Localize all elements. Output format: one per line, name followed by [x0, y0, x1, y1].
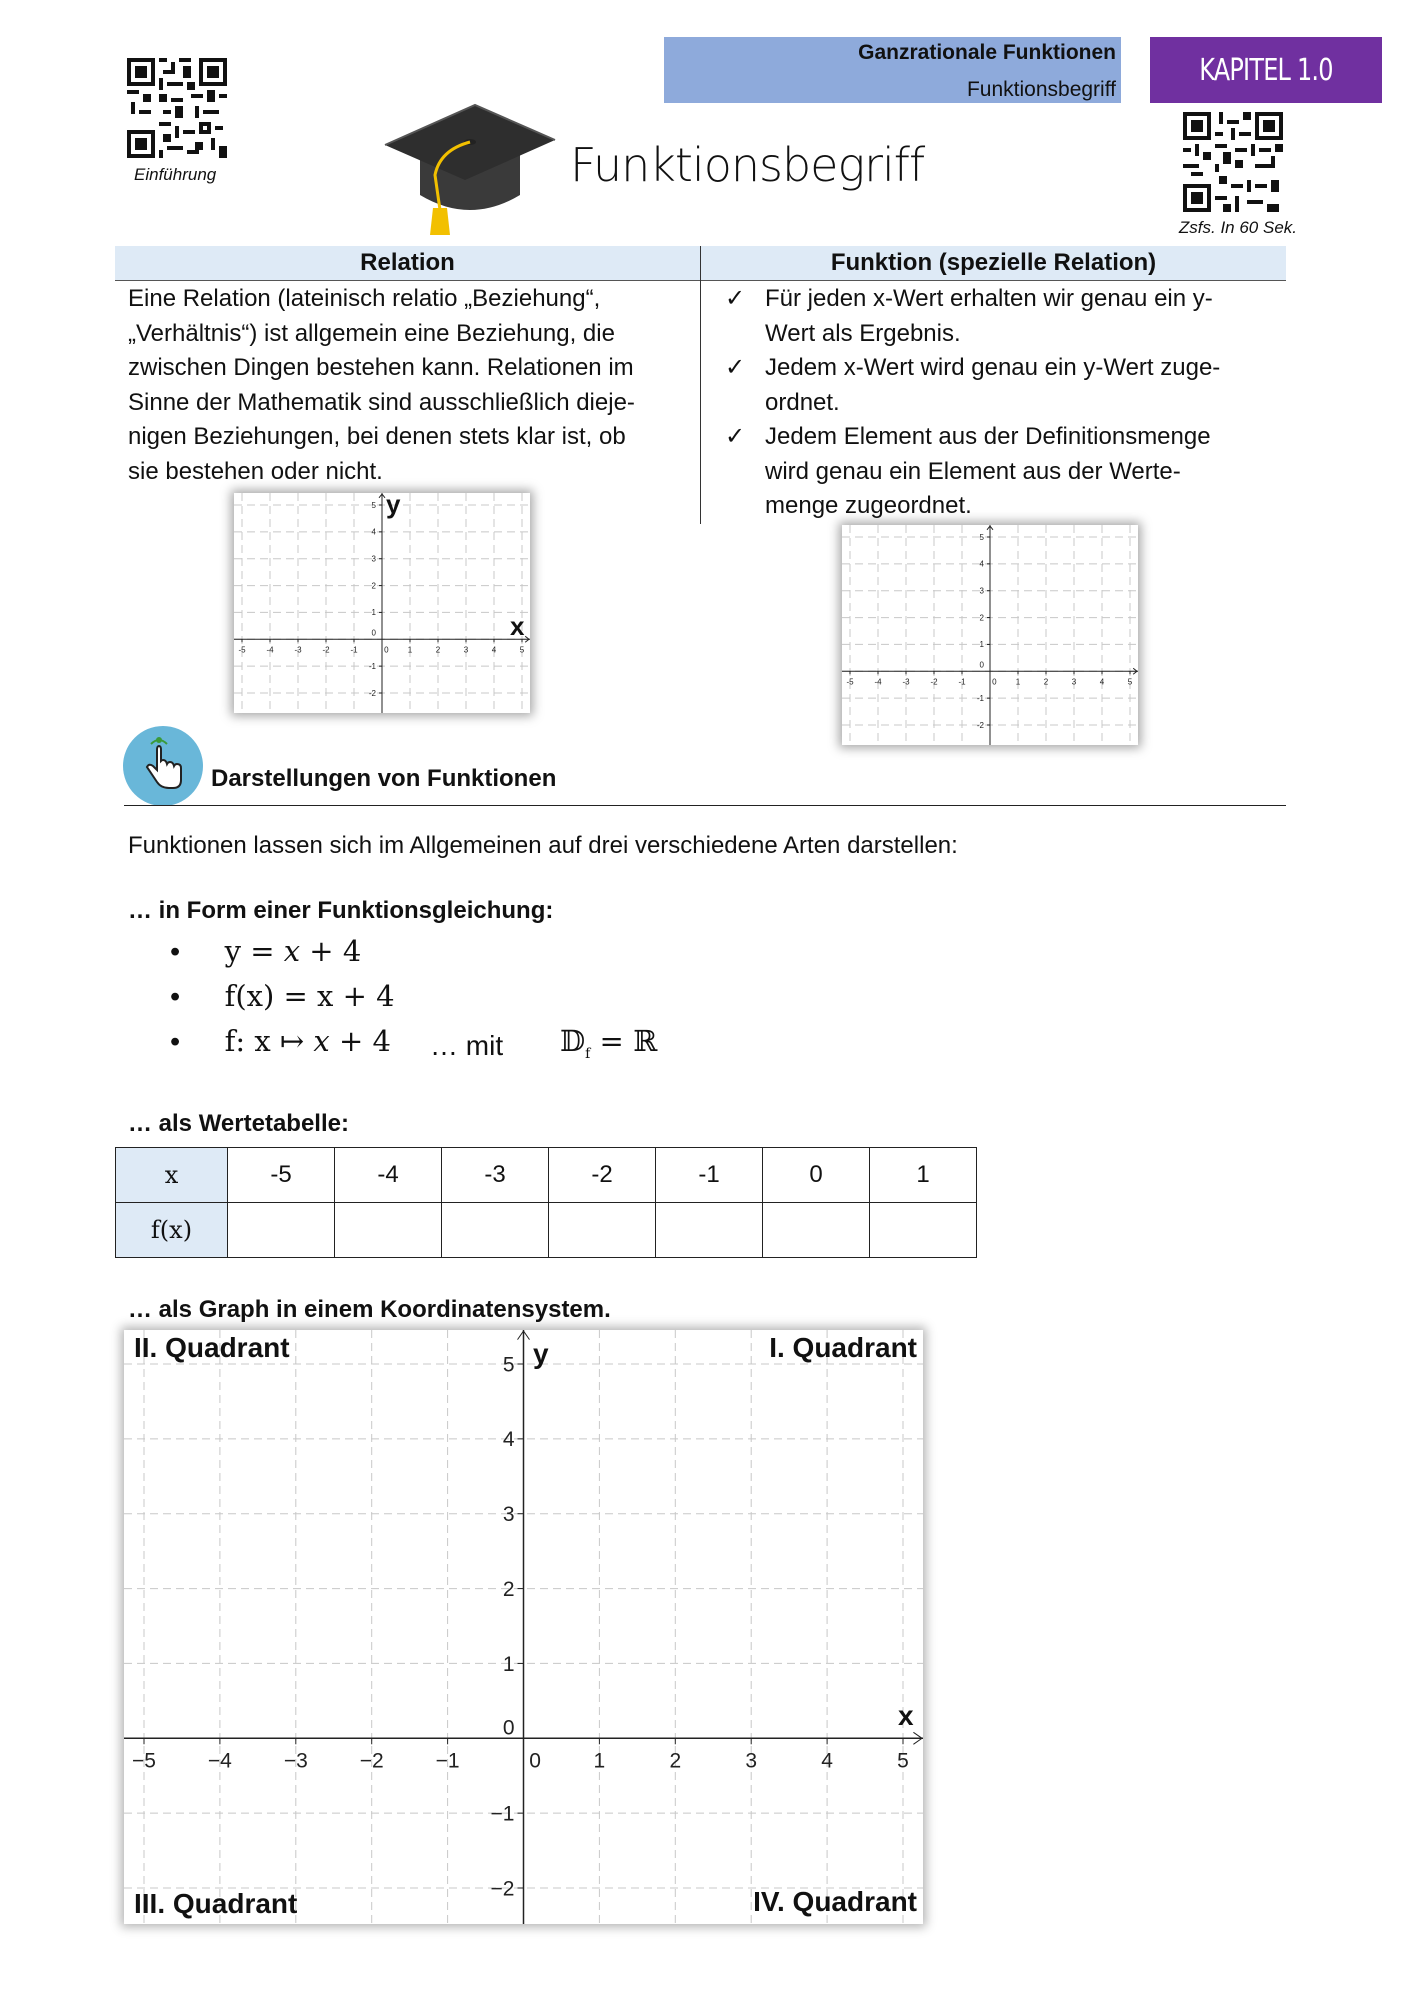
- criteria-line: Jedem x-Wert wird genau ein y-Wert zuge-: [765, 354, 1221, 381]
- domain-with: … mit: [430, 1030, 504, 1061]
- qr-code-icon: [1183, 112, 1283, 212]
- quadrant-3-label: III. Quadrant: [134, 1888, 298, 1919]
- x-tick-label: -1: [958, 677, 966, 687]
- equation-item: [170, 934, 361, 969]
- x-tick-label: 0: [384, 645, 389, 655]
- relation-line: sie bestehen oder nicht.: [128, 457, 383, 485]
- equation-var: x: [313, 1024, 330, 1058]
- x-tick-label: −1: [435, 1749, 460, 1773]
- relation-header: Relation: [115, 246, 700, 281]
- relation-graph-ylabel: y: [386, 489, 401, 519]
- y-tick-label: 3: [371, 554, 376, 564]
- origin-label: 0: [979, 660, 984, 670]
- relation-line: „Verhältnis“) ist allgemein eine Beziehung, die: [128, 319, 615, 347]
- y-tick-label: 1: [502, 1652, 515, 1676]
- quadrant-4-label: IV. Quadrant: [753, 1886, 917, 1917]
- equation-lhs: f(x) = x + 4: [224, 979, 395, 1013]
- section-intro: Funktionen lassen sich im Allgemeinen auf drei verschiedene Arten darstellen:: [128, 832, 958, 859]
- table-cell-fx[interactable]: [549, 1203, 656, 1258]
- bullet: •: [170, 981, 181, 1013]
- column-divider: [700, 246, 701, 524]
- origin-label: 0: [502, 1716, 515, 1740]
- table-cell-fx[interactable]: [763, 1203, 870, 1258]
- x-tick-label: −3: [283, 1749, 308, 1773]
- criteria-item: [725, 351, 1285, 420]
- criteria-line: menge zugeordnet.: [765, 492, 972, 519]
- bullet: •: [170, 1026, 181, 1058]
- axis-y-label: y: [533, 1338, 549, 1369]
- relation-graph-grid: [234, 493, 530, 713]
- x-tick-label: −5: [132, 1749, 156, 1773]
- x-tick-label: 0: [992, 677, 997, 687]
- quadrant-1-label: I. Quadrant: [769, 1332, 917, 1363]
- x-tick-label: -2: [930, 677, 938, 687]
- y-tick-label: -2: [976, 720, 984, 730]
- x-tick-label: 5: [519, 645, 525, 655]
- qr-code-summary[interactable]: [1183, 112, 1283, 212]
- domain-symbol: 𝔻: [560, 1024, 586, 1058]
- table-cell-fx[interactable]: [228, 1203, 335, 1258]
- x-tick-label: 5: [1127, 677, 1133, 687]
- equation-item: [170, 1024, 391, 1059]
- section-divider: [124, 805, 1286, 806]
- function-criteria: [725, 282, 1285, 524]
- table-cell-x: -5: [228, 1148, 335, 1203]
- page-title: Funktionsbegriff: [570, 138, 925, 192]
- check-icon: ✓: [725, 354, 746, 381]
- x-tick-label: 2: [669, 1749, 682, 1773]
- relation-line: nigen Beziehungen, bei denen stets klar ist, ob: [128, 423, 626, 450]
- x-tick-label: 5: [897, 1749, 909, 1773]
- relation-graph[interactable]: [234, 489, 530, 713]
- equation-rhs: + 4: [300, 934, 362, 968]
- y-tick-label: 4: [371, 527, 376, 537]
- graph-heading: … als Graph in einem Koordinatensystem.: [128, 1296, 611, 1323]
- table-cell-x: -1: [656, 1148, 763, 1203]
- x-tick-label: 3: [1071, 677, 1077, 687]
- criteria-item: [725, 420, 1285, 524]
- relation-definition: [128, 282, 698, 489]
- domain-subscript: f: [585, 1045, 591, 1062]
- relation-graph-xlabel: x: [510, 611, 525, 641]
- coordinate-grid: [124, 1330, 923, 1924]
- table-cell-x: -3: [442, 1148, 549, 1203]
- equation-lhs: y =: [224, 934, 284, 968]
- equation-rhs: + 4: [329, 1024, 391, 1058]
- y-tick-label: -1: [976, 693, 984, 703]
- x-tick-label: -3: [902, 677, 910, 687]
- x-tick-label: −2: [359, 1749, 384, 1773]
- y-tick-label: -1: [368, 661, 376, 671]
- x-tick-label: −4: [207, 1749, 232, 1773]
- pointing-hand-icon: [123, 726, 203, 806]
- x-tick-label: -1: [350, 645, 358, 655]
- table-row-fx: [116, 1203, 977, 1258]
- bullet: •: [170, 936, 181, 968]
- function-header: Funktion (spezielle Relation): [701, 246, 1286, 281]
- function-graph[interactable]: [842, 525, 1138, 745]
- qr-caption-intro: Einführung: [134, 165, 217, 184]
- y-tick-label: 1: [371, 608, 376, 618]
- x-tick-label: 0: [529, 1749, 541, 1773]
- x-tick-label: 1: [593, 1749, 606, 1773]
- y-tick-label: −1: [490, 1802, 515, 1826]
- y-tick-label: 4: [979, 559, 984, 569]
- x-tick-label: -4: [266, 645, 274, 655]
- qr-code-intro[interactable]: [127, 58, 227, 158]
- equation-heading: … in Form einer Funktionsgleichung:: [128, 897, 554, 924]
- y-tick-label: 5: [371, 500, 376, 510]
- y-tick-label: 1: [979, 640, 984, 650]
- table-cell-x: 1: [870, 1148, 977, 1203]
- table-cell-fx[interactable]: [870, 1203, 977, 1258]
- check-icon: ✓: [725, 285, 746, 312]
- table-cell-x: -4: [335, 1148, 442, 1203]
- y-tick-label: 5: [979, 532, 984, 542]
- y-tick-label: 4: [502, 1428, 515, 1452]
- x-tick-label: 4: [821, 1749, 833, 1773]
- value-table: [115, 1147, 977, 1258]
- x-tick-label: -5: [846, 677, 854, 687]
- x-tick-label: -5: [238, 645, 246, 655]
- table-row-x: [116, 1148, 977, 1203]
- graduation-cap-icon: [380, 100, 560, 240]
- criteria-line: Für jeden x-Wert erhalten wir genau ein y-: [765, 285, 1213, 312]
- table-cell-x: 0: [763, 1148, 870, 1203]
- coordinate-system[interactable]: [124, 1330, 923, 1924]
- x-tick-label: -4: [874, 677, 882, 687]
- y-tick-label: 2: [979, 613, 984, 623]
- domain-equals: = ℝ: [590, 1024, 658, 1058]
- relation-line: zwischen Dingen bestehen kann. Relationen im: [128, 354, 634, 381]
- x-tick-label: -2: [322, 645, 330, 655]
- header-subtopic: Funktionsbegriff: [966, 78, 1116, 101]
- table-header-fx: f(x): [116, 1203, 228, 1258]
- value-table-heading: … als Wertetabelle:: [128, 1110, 349, 1137]
- qr-caption-summary: Zsfs. In 60 Sek.: [1178, 218, 1297, 237]
- criteria-line: wird genau ein Element aus der Werte-: [765, 457, 1181, 485]
- criteria-item: [725, 282, 1285, 351]
- y-tick-label: 3: [979, 586, 984, 596]
- table-header-x: x: [116, 1148, 228, 1203]
- table-cell-fx[interactable]: [656, 1203, 763, 1258]
- y-tick-label: 2: [371, 581, 376, 591]
- header-topic: Ganzrationale Funktionen: [858, 41, 1116, 64]
- y-tick-label: 2: [502, 1577, 515, 1601]
- y-tick-label: −2: [490, 1877, 515, 1901]
- section-title: Darstellungen von Funktionen: [211, 765, 557, 792]
- criteria-line: Jedem Element aus der Definitionsmenge: [765, 423, 1211, 450]
- chapter-badge: KAPITEL 1.0: [1150, 37, 1382, 103]
- x-tick-label: 2: [1043, 677, 1049, 687]
- y-tick-label: -2: [368, 688, 376, 698]
- qr-code-icon: [127, 58, 227, 158]
- x-tick-label: 1: [407, 645, 413, 655]
- relation-line: Sinne der Mathematik sind ausschließlich dieje-: [128, 388, 635, 416]
- table-cell-fx[interactable]: [442, 1203, 549, 1258]
- y-tick-label: 3: [502, 1503, 515, 1527]
- x-tick-label: 3: [463, 645, 469, 655]
- function-graph-grid: [842, 525, 1138, 745]
- criteria-line: ordnet.: [765, 388, 840, 416]
- quadrant-2-label: II. Quadrant: [134, 1332, 290, 1363]
- origin-label: 0: [371, 628, 376, 638]
- criteria-line: Wert als Ergebnis.: [765, 319, 961, 347]
- check-icon: ✓: [725, 423, 746, 450]
- x-tick-label: -3: [294, 645, 302, 655]
- x-tick-label: 2: [435, 645, 441, 655]
- equation-var: x: [283, 934, 301, 968]
- table-cell-x: -2: [549, 1148, 656, 1203]
- x-tick-label: 4: [1099, 677, 1105, 687]
- x-tick-label: 4: [491, 645, 497, 655]
- equation-item: [170, 979, 395, 1014]
- domain-statement: [560, 1024, 657, 1062]
- x-tick-label: 1: [1015, 677, 1021, 687]
- equation-lhs: f: x ↦: [224, 1024, 314, 1058]
- x-tick-label: 3: [745, 1749, 758, 1773]
- y-tick-label: 5: [502, 1353, 515, 1377]
- axis-x-label: x: [898, 1700, 914, 1731]
- relation-line: Eine Relation (lateinisch relatio „Beziehung“,: [128, 285, 601, 312]
- table-cell-fx[interactable]: [335, 1203, 442, 1258]
